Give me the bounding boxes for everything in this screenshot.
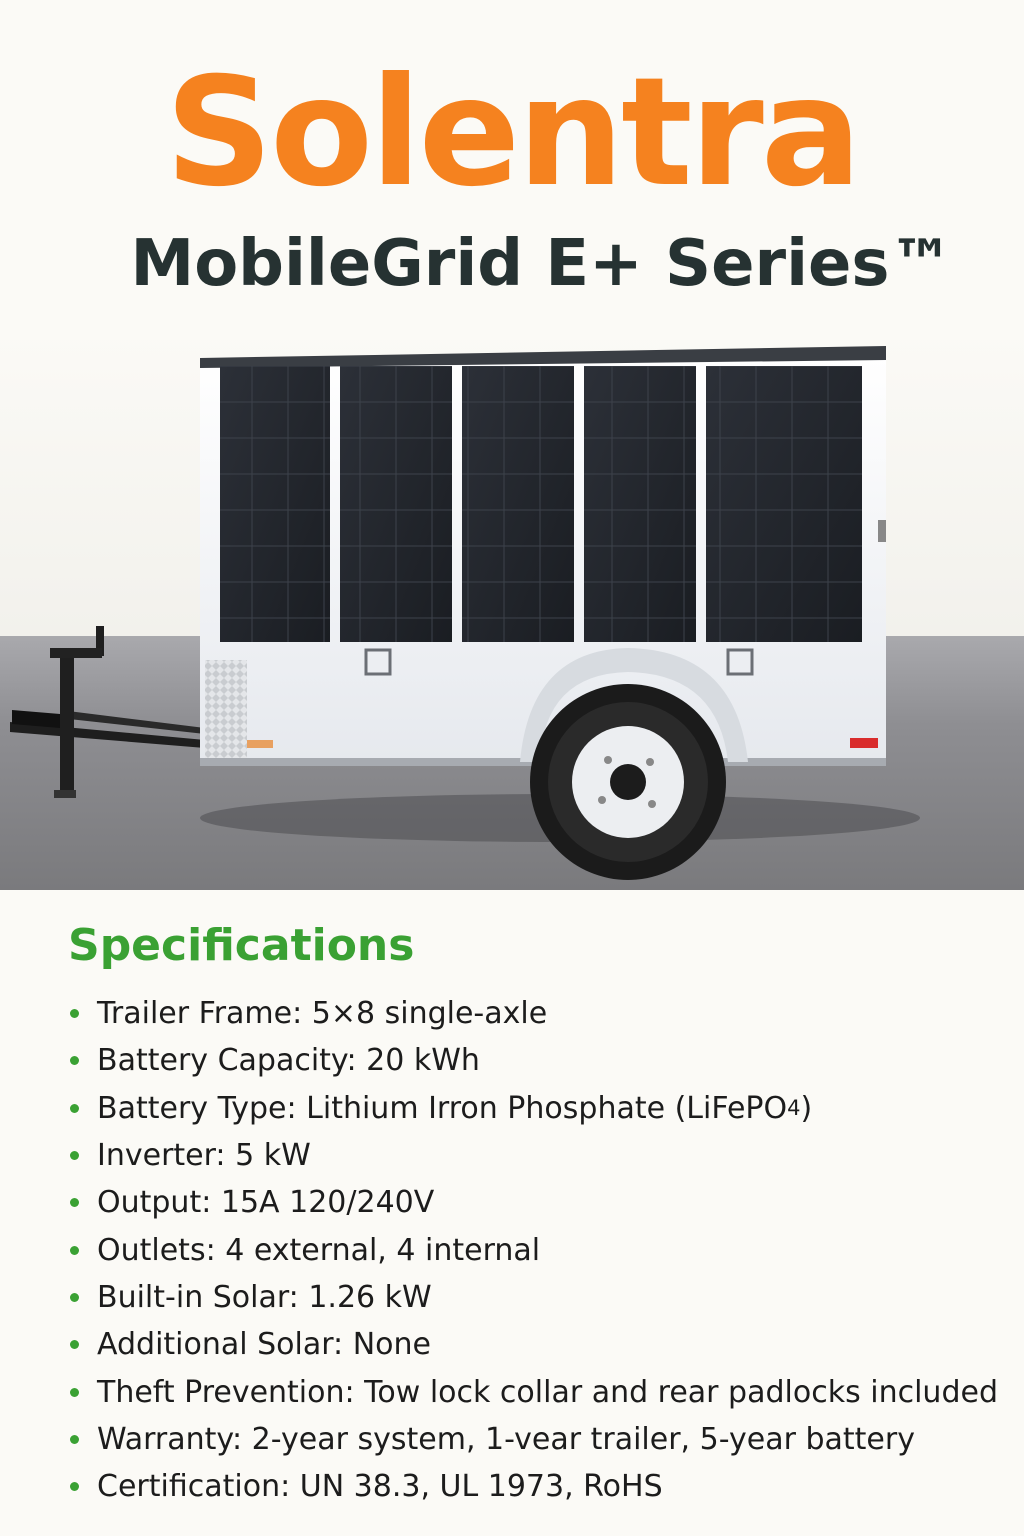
brand-name: Solentra <box>165 46 859 220</box>
spec-label: Battery Capacity: <box>97 1043 357 1079</box>
spec-value: Lithium Irron Phosphate (LiFePO <box>306 1090 788 1126</box>
bullet-icon <box>70 1482 79 1491</box>
spec-label: Warranty: <box>97 1421 243 1457</box>
spec-label: Output: <box>97 1185 212 1221</box>
spec-value: 1.26 kW <box>308 1279 432 1315</box>
spec-label: Additional Solar: <box>97 1327 344 1363</box>
solar-panels <box>220 366 862 642</box>
spec-label: Trailer Frame: <box>97 996 303 1032</box>
bullet-icon <box>70 1151 79 1160</box>
spec-value: 5×8 single-axle <box>311 996 548 1032</box>
bullet-icon <box>70 1009 79 1018</box>
spec-label: Battery Type: <box>97 1090 297 1126</box>
spec-label: Inverter: <box>97 1138 226 1174</box>
list-item <box>64 1179 1014 1226</box>
list-item <box>64 1037 1014 1084</box>
spec-value: 4 external, 4 internal <box>225 1232 541 1268</box>
list-item <box>64 990 1014 1037</box>
spec-label: Outlets: <box>97 1232 216 1268</box>
spec-value: 15A 120/240V <box>220 1185 435 1221</box>
bullet-icon <box>70 1198 79 1207</box>
spec-value: 20 kWh <box>366 1043 480 1079</box>
spec-value: Tow lock collar and rear padlocks included <box>364 1374 998 1410</box>
spec-value: None <box>352 1327 431 1363</box>
list-item <box>64 1368 1014 1415</box>
bullet-icon <box>70 1104 79 1113</box>
bullet-icon <box>70 1340 79 1349</box>
bullet-icon <box>70 1435 79 1444</box>
bullet-icon <box>70 1293 79 1302</box>
spec-label: Certification: <box>97 1469 291 1505</box>
list-item <box>64 1463 1014 1510</box>
list-item <box>64 1085 1014 1132</box>
list-item <box>64 1274 1014 1321</box>
spec-value: UN 38.3, UL 1973, RoHS <box>299 1469 663 1505</box>
specifications-heading: Specifications <box>68 920 415 971</box>
product-title: MobileGrid E+ Series™ <box>130 227 954 301</box>
spec-value: 5 kW <box>235 1138 311 1174</box>
spec-value-subscript: 4 <box>787 1096 801 1121</box>
spec-value-end: ) <box>800 1090 813 1126</box>
spec-label: Built-in Solar: <box>97 1279 299 1315</box>
spec-value: 2-year system, 1-vear trailer, 5-year battery <box>251 1421 915 1457</box>
trailer-photo <box>0 330 1024 890</box>
list-item <box>64 1321 1014 1368</box>
list-item <box>64 1226 1014 1273</box>
bullet-icon <box>70 1388 79 1397</box>
specifications-list <box>64 990 1014 1510</box>
list-item <box>64 1132 1014 1179</box>
bullet-icon <box>70 1246 79 1255</box>
bullet-icon <box>70 1056 79 1065</box>
list-item <box>64 1416 1014 1463</box>
spec-label: Theft Prevention: <box>97 1374 355 1410</box>
